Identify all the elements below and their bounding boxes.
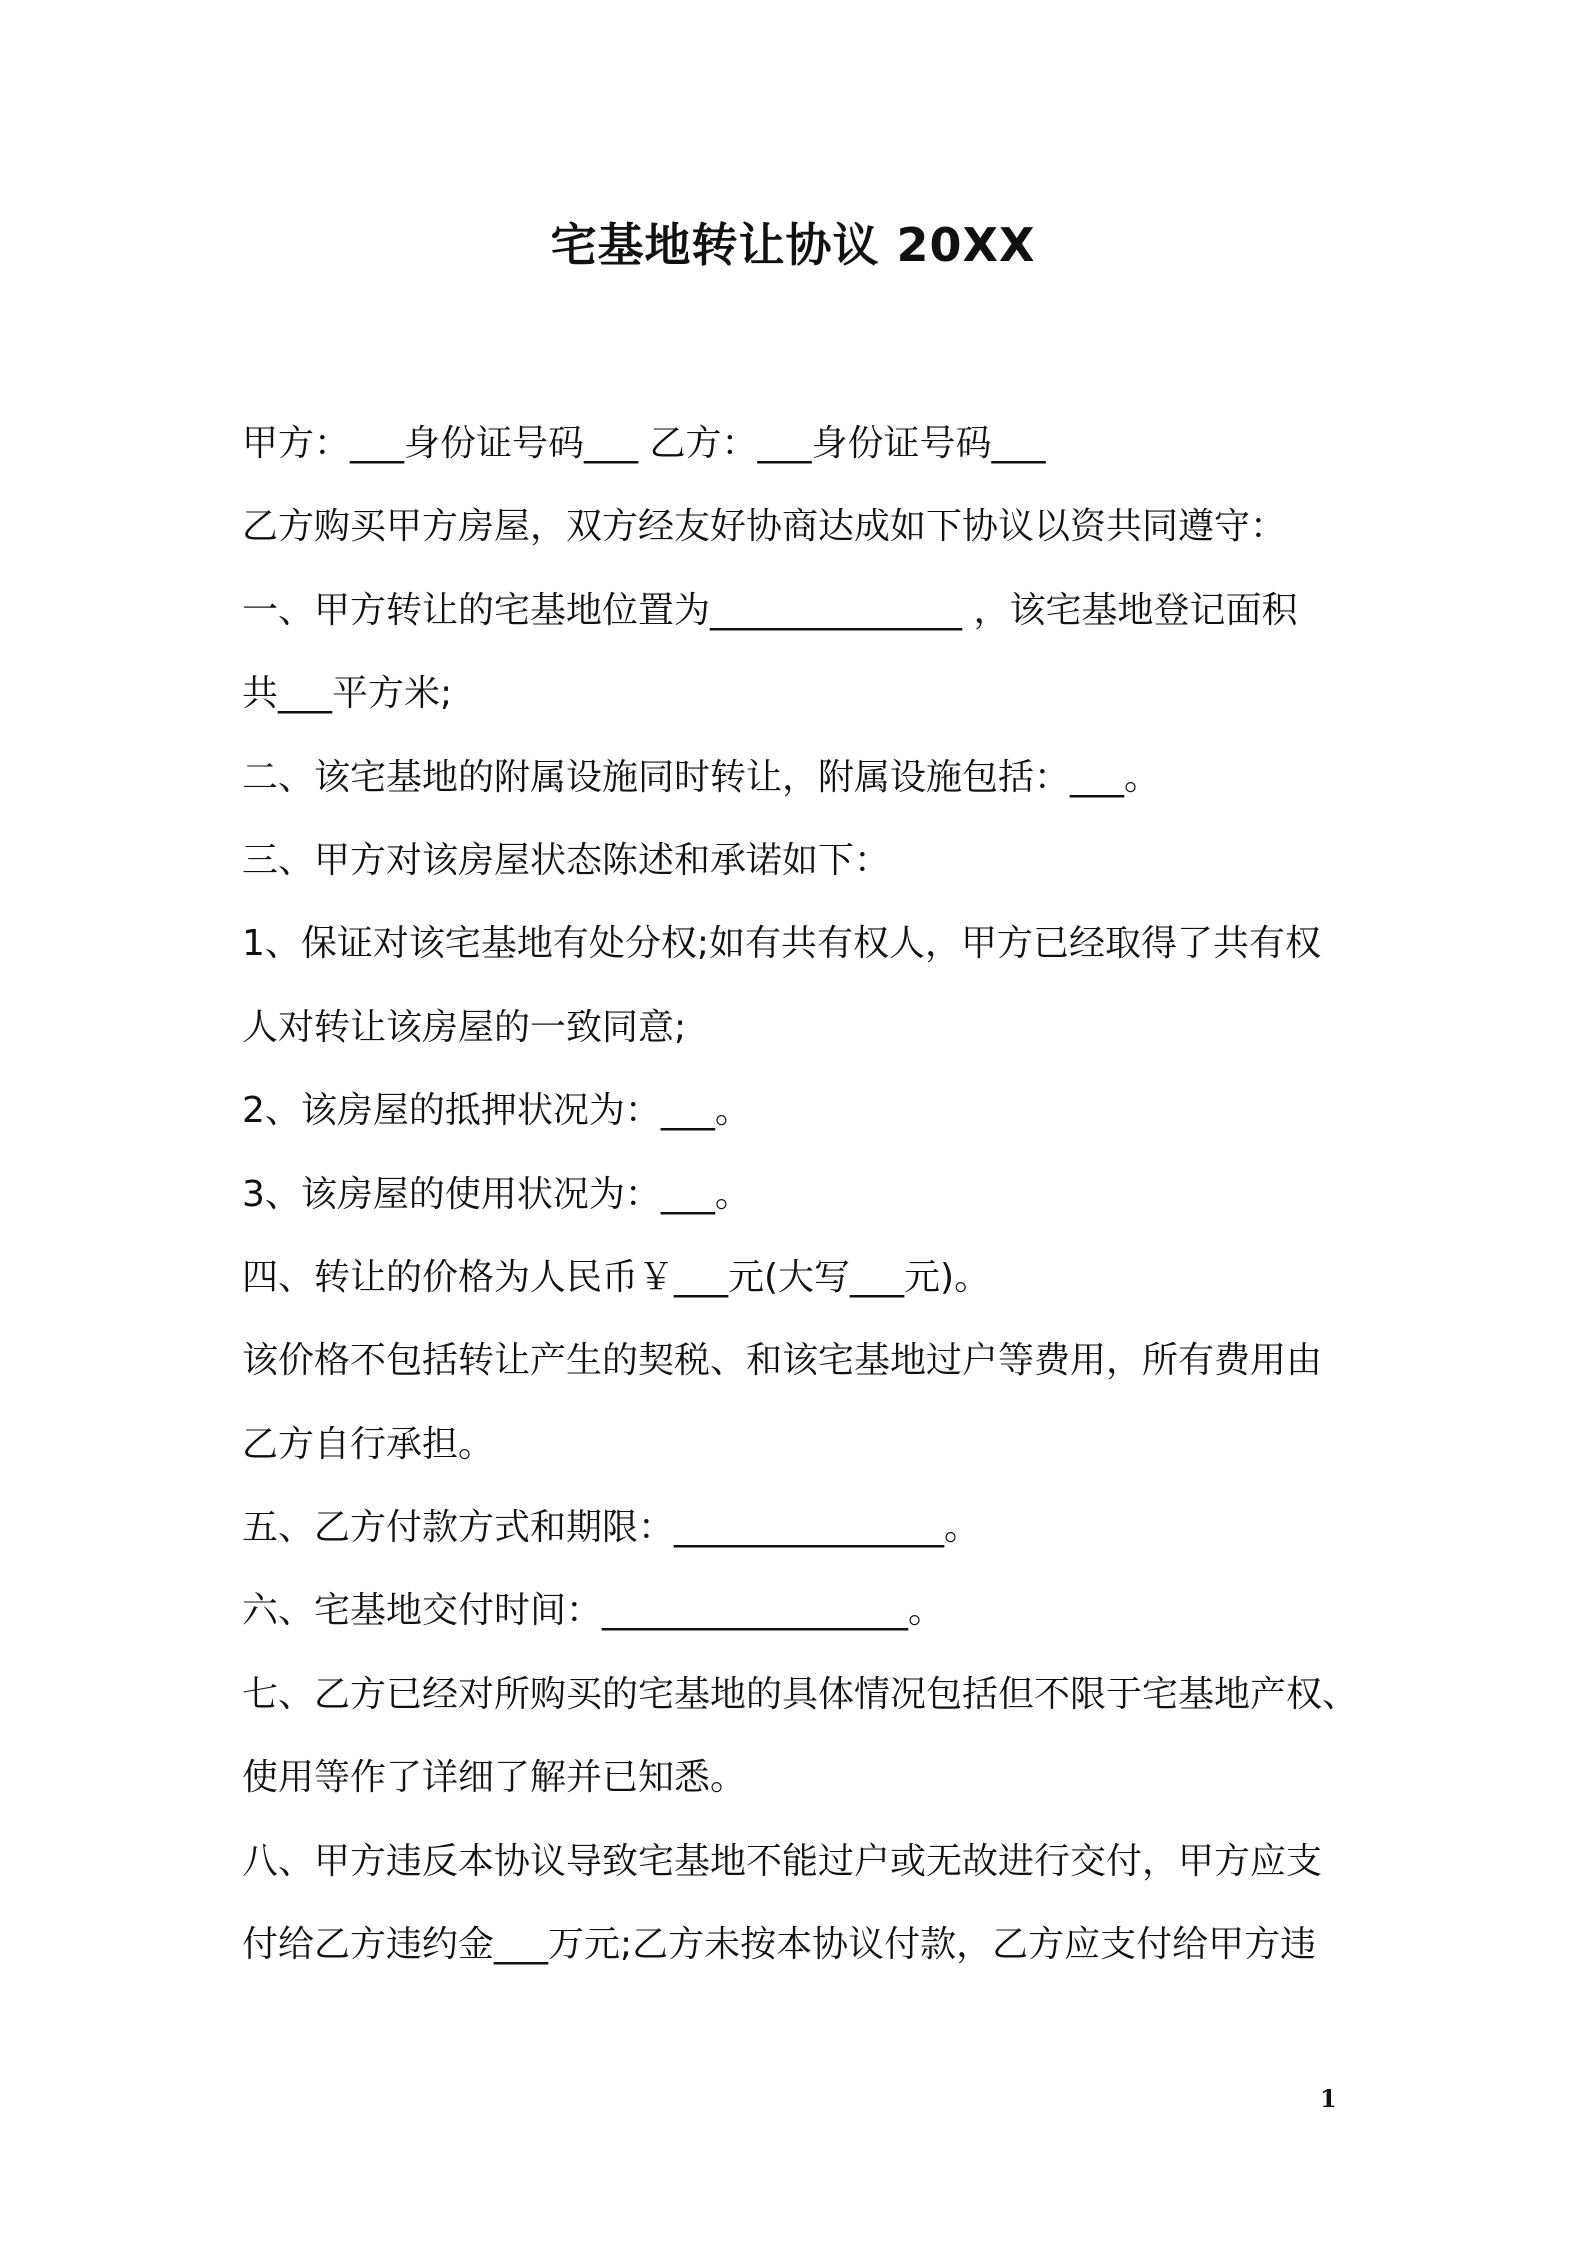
line-clause-4-note-cont: 乙方自行承担。 xyxy=(242,1423,495,1465)
line-clause-8: 八、甲方违反本协议导致宅基地不能过户或无故进行交付，甲方应支 xyxy=(242,1840,1323,1882)
document-body xyxy=(242,402,1362,1986)
line-intro: 乙方购买甲方房屋，双方经友好协商达成如下协议以资共同遵守： xyxy=(242,506,1287,548)
line-clause-6: 六、宅基地交付时间：_________________。 xyxy=(242,1590,945,1632)
line-clause-3-item-2: 2、该房屋的抵押状况为：___。 xyxy=(242,1090,751,1132)
line-clause-3-item-3: 3、该房屋的使用状况为：___。 xyxy=(242,1173,751,1215)
line-clause-4-note: 该价格不包括转让产生的契税、和该宅基地过户等费用，所有费用由 xyxy=(242,1340,1323,1382)
line-clause-7: 七、乙方已经对所购买的宅基地的具体情况包括但不限于宅基地产权、 xyxy=(242,1673,1359,1715)
line-parties: 甲方：___身份证号码___ 乙方：___身份证号码___ xyxy=(242,423,1046,464)
line-clause-3: 三、甲方对该房屋状态陈述和承诺如下： xyxy=(242,839,891,881)
line-clause-8-cont: 付给乙方违约金___万元;乙方未按本协议付款，乙方应支付给甲方违 xyxy=(242,1924,1317,1966)
line-clause-5: 五、乙方付款方式和期限：_______________。 xyxy=(242,1507,981,1549)
line-clause-3-item-1-cont: 人对转让该房屋的一致同意; xyxy=(242,1006,687,1048)
page-number: 1 xyxy=(1320,2084,1337,2113)
line-clause-1-cont: 共___平方米; xyxy=(242,673,453,715)
line-clause-3-item-1: 1、保证对该宅基地有处分权;如有共有权人，甲方已经取得了共有权 xyxy=(242,923,1322,965)
line-clause-2: 二、该宅基地的附属设施同时转让，附属设施包括：___。 xyxy=(242,756,1161,798)
line-clause-7-cont: 使用等作了详细了解并已知悉。 xyxy=(242,1757,747,1799)
line-clause-4: 四、转让的价格为人民币￥___元(大写___元)。 xyxy=(242,1256,991,1298)
document-title: 宅基地转让协议 20XX xyxy=(550,218,1036,272)
line-clause-1: 一、甲方转让的宅基地位置为______________ ，该宅基地登记面积 xyxy=(242,589,1298,631)
